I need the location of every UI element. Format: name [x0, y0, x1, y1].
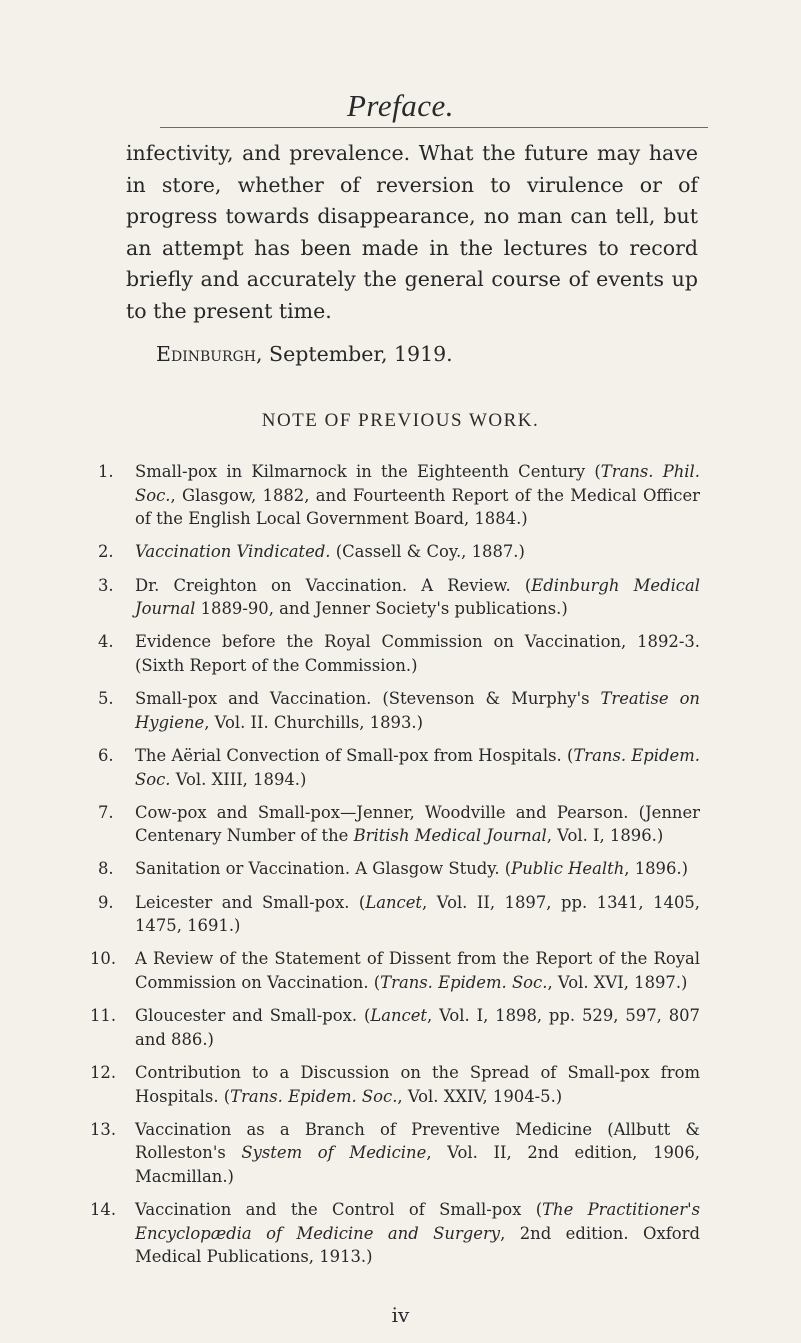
- reference-details: (Cassell & Coy., 1887.): [330, 542, 525, 562]
- signature-place: Edinburgh,: [156, 342, 263, 366]
- reference-list: [90, 460, 700, 1279]
- section-heading: NOTE OF PREVIOUS WORK.: [261, 410, 540, 431]
- reference-number: 12.: [90, 1063, 117, 1082]
- reference-text: Small-pox and Vaccination. (Stevenson & Murphy's: [135, 689, 601, 709]
- reference-details: , Vol. I, 1896.): [546, 826, 664, 846]
- reference-item: [90, 801, 700, 848]
- reference-number: 1.: [98, 462, 114, 481]
- reference-item: [90, 744, 700, 791]
- reference-title: Lancet: [365, 892, 423, 912]
- preface-paragraph: infectivity, and prevalence. What the future may have in store, whether of reversion to virulence or of progress towards disappearance, no man can tell, but an attempt has been made in the lectures to record briefly and accurately the general course of events up to the present time.: [126, 141, 698, 323]
- reference-number: 10.: [90, 949, 117, 969]
- running-title: Preface.: [347, 88, 454, 123]
- reference-item: [90, 1198, 700, 1269]
- reference-text: The Aërial Convection of Small-pox from Hospitals. (: [135, 745, 574, 765]
- reference-number: 9.: [98, 892, 114, 912]
- reference-details: , Vol. XVI, 1897.): [547, 973, 688, 993]
- reference-number: 6.: [98, 745, 114, 765]
- reference-details: , Vol. I, 1898, pp. 529, 597, 807 and 886.): [135, 1006, 700, 1049]
- reference-text: Vaccination as a Branch of Preventive Medicine (Allbutt & Rolleston's: [135, 1119, 700, 1163]
- reference-text: Gloucester and Small-pox. (: [135, 1006, 371, 1026]
- reference-text: Leicester and Small-pox. (: [135, 892, 366, 912]
- reference-item: [90, 1004, 700, 1051]
- reference-details: , 2nd edition. Oxford Medical Publications, 1913.): [135, 1223, 700, 1267]
- reference-text: Evidence before the Royal Commission on Vaccination, 1892-3. (Sixth Report of the Commission.): [135, 632, 700, 675]
- reference-item: [90, 574, 700, 621]
- reference-text: Vaccination and the Control of Small-pox (: [135, 1200, 543, 1220]
- reference-details: , 1896.): [624, 859, 689, 879]
- reference-text: Sanitation or Vaccination. A Glasgow Study. (: [135, 859, 512, 879]
- header-rule: [160, 127, 708, 128]
- preface-signature: [156, 342, 453, 366]
- reference-text: Contribution to a Discussion on the Spread of Small-pox from Hospitals. (: [135, 1063, 700, 1106]
- reference-text: Dr. Creighton on Vaccination. A Review. (: [135, 575, 532, 595]
- reference-title: The Practitioner's Encyclopædia of Medicine and Surgery: [135, 1200, 700, 1243]
- reference-title: British Medical Journal: [353, 826, 547, 846]
- reference-details: , Vol. XXIV, 1904-5.): [397, 1086, 563, 1106]
- reference-number: 4.: [98, 632, 114, 652]
- reference-number: 11.: [90, 1006, 117, 1026]
- reference-title: Trans. Epidem. Soc.: [135, 745, 700, 789]
- reference-title: Vaccination Vindicated.: [135, 542, 331, 562]
- reference-text: Small-pox in Kilmarnock in the Eighteenth Century (: [135, 462, 601, 481]
- reference-item: [90, 947, 700, 994]
- reference-details: , Vol. II. Churchills, 1893.): [204, 712, 424, 732]
- reference-number: 2.: [98, 542, 114, 562]
- reference-text: Cow-pox and Small-pox—Jenner, Woodville and Pearson. (Jenner Centenary Number of the: [135, 802, 700, 846]
- reference-number: 13.: [90, 1119, 117, 1139]
- reference-title: Treatise on Hygiene: [135, 689, 700, 732]
- reference-text: A Review of the Statement of Dissent from the Report of the Royal Commission on Vaccination. (: [135, 949, 700, 993]
- reference-item: [90, 891, 700, 938]
- reference-title: Trans. Epidem. Soc.: [380, 973, 548, 993]
- reference-title: System of Medicine: [241, 1143, 427, 1163]
- reference-item: [90, 460, 700, 531]
- reference-title: Edinburgh Medical Journal: [135, 575, 700, 619]
- reference-details: 1889-90, and Jenner Society's publications.): [195, 599, 568, 619]
- signature-date: September, 1919.: [269, 342, 453, 366]
- reference-item: [90, 857, 700, 881]
- reference-details: , Glasgow, 1882, and Fourteenth Report of the Medical Officer of the English Local Government Board, 1884.): [135, 485, 700, 529]
- reference-number: 3.: [98, 575, 114, 595]
- reference-title: Public Health: [511, 859, 625, 879]
- reference-title: Trans. Epidem. Soc.: [230, 1086, 398, 1106]
- reference-item: [90, 1061, 700, 1108]
- reference-number: 5.: [98, 689, 114, 709]
- page-number: iv: [391, 1303, 410, 1327]
- reference-details: , Vol. II, 1897, pp. 1341, 1405, 1475, 1691.): [135, 892, 701, 936]
- reference-number: 7.: [98, 802, 114, 822]
- reference-item: [90, 1118, 700, 1189]
- reference-item: [90, 687, 700, 734]
- reference-title: Lancet: [370, 1006, 428, 1026]
- reference-details: Vol. XIII, 1894.): [170, 769, 307, 789]
- reference-item: [90, 630, 700, 677]
- reference-details: , Vol. II, 2nd edition, 1906, Macmillan.): [135, 1143, 700, 1186]
- reference-title: Trans. Phil. Soc.: [135, 462, 700, 505]
- reference-item: [90, 540, 700, 564]
- reference-number: 14.: [90, 1200, 117, 1220]
- reference-number: 8.: [98, 859, 114, 879]
